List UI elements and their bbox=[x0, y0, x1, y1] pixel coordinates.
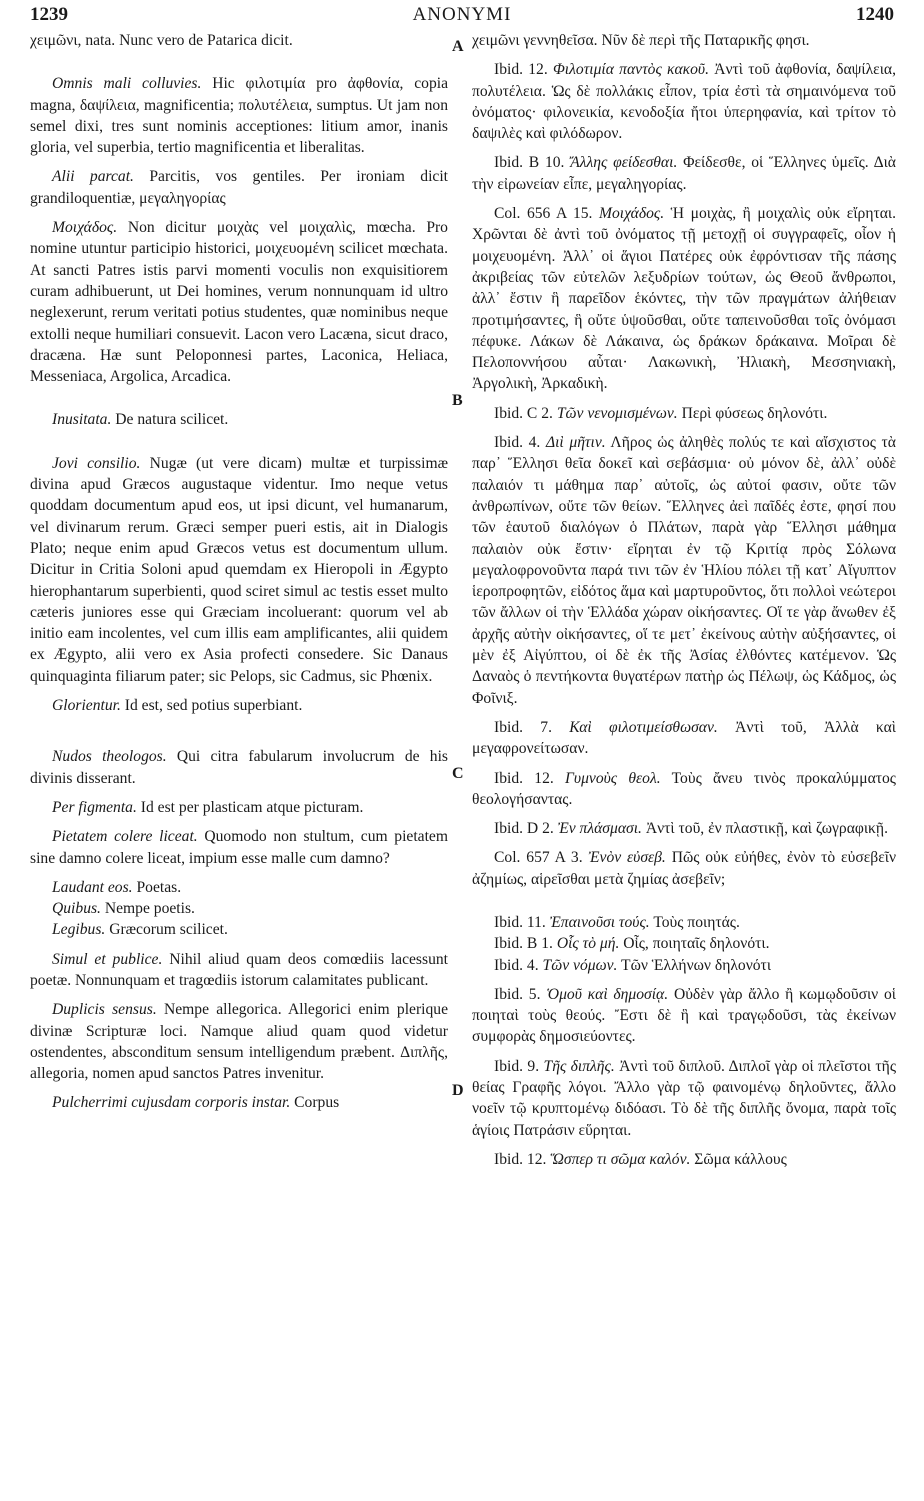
greek-note bbox=[472, 203, 896, 395]
note-text: Πῶς οὐκ εὐήθες, ἐνὸν τὸ εὐσεβεῖν ἀζημίως, αἱρεῖσθαι μετὰ ζημίας ἀσεβεῖν; bbox=[472, 849, 897, 888]
note-text: Τῶν Ἑλλήνων δηλονότι bbox=[621, 956, 772, 974]
note-text: Ἀντὶ τοῦ, Ἀλλὰ καὶ μεγαφρονείτωσαν. bbox=[472, 718, 896, 758]
margin-marker-b: B bbox=[452, 392, 463, 409]
note-lemma: Pietatem colere liceat. bbox=[52, 828, 198, 846]
note-lemma: Simul et publice. bbox=[52, 950, 163, 968]
note-lemma: Inusitata. bbox=[52, 411, 112, 429]
note-ref: Ibid. 12. bbox=[494, 769, 554, 787]
note-text: Περὶ φύσεως δηλονότι. bbox=[681, 404, 828, 422]
note-lemma: Laudant eos. bbox=[52, 878, 133, 896]
latin-note bbox=[30, 695, 448, 716]
greek-column bbox=[472, 30, 896, 1178]
page-header bbox=[30, 4, 894, 30]
note-text: Nempe poetis. bbox=[104, 900, 195, 918]
note-text: χειμῶνι, nata. Nunc vero de Patarica dicit. bbox=[30, 32, 293, 49]
latin-note bbox=[30, 453, 448, 687]
note-text: Οὐδὲν γὰρ ἄλλο ἢ κωμῳδοῦσιν οἱ ποιηταὶ τοὺς θεούς. Ἔστι δὲ ἣ καὶ τραγῳδοῦσι, τὰς ἐκείνων συμφορὰς δημοσιεύοντες. bbox=[472, 985, 896, 1046]
greek-note bbox=[472, 717, 896, 760]
note-lemma: Μοιχάδος. bbox=[599, 205, 665, 223]
greek-note bbox=[472, 30, 896, 51]
note-lemma: Διὶ μῆτιν. bbox=[545, 434, 606, 452]
note-lemma: Τῶν νενομισμένων. bbox=[556, 404, 678, 422]
note-text: De natura scilicet. bbox=[115, 411, 229, 429]
note-text: Ἀντὶ τοῦ ἀφθονία, δαψίλεια, πολυτέλεια. Ὡς δὲ πολλάκις εἶπον, τρία ἐστὶ τὰ σημαινόμενα τοῦ ὀνόματος· φιλονεικία, κενοδοξία ἤτοι ὑπερηφανία, καὶ τρίτον τὸ δαψιλὲς καὶ φιλόδωρον. bbox=[472, 61, 896, 143]
note-text: Quomodo non stultum, cum pietatem sine damno colere liceat, impium esse malle cum damno? bbox=[30, 828, 448, 867]
note-lemma: Οἷς τὸ μή. bbox=[556, 935, 620, 953]
note-ref: Ibid. 7. bbox=[494, 718, 552, 736]
note-text: Ἡ μοιχὰς, ἢ μοιχαλὶς οὐκ εἴρηται. Χρῶνται δὲ ἀντὶ τοῦ ὀνόματος τῇ μετοχῇ οἱ συγγραφεῖς, οἷον ἡ μοιχευομένη. Ἀλλ᾽ οἱ ἅγιοι Πατέρες οὐκ ἐφρόντισαν τῆς πάσης ἀκριβείας τῶν εὐτελῶν λεξυδρίων τούτων, ὡς Θεοῦ ἄνθρωποι, ἀλλ᾽ ἔστιν ἣ παρεῖδον ἑκόντες, τὴν τῶν πραγμάτων ἀλήθειαν προτιμήσαντες, ἣ οὔτε ὑψοῦσθαι, οὔτε ταπεινοῦσθαι τοῖς ὀνόμασι πέφυκε. Λάκων δὲ Λάκαινα, ὡς δράκων δράκαινα. Μοῖραι δὲ Πελοποννήσου αὗται· Λακωνικὴ, Ἠλιακὴ, Μεσσηνιακὴ, Ἀργολικὴ, Ἀρκαδικὴ. bbox=[472, 205, 897, 393]
margin-marker-c: C bbox=[452, 765, 464, 782]
note-lemma: Καὶ φιλοτιμείσθωσαν. bbox=[569, 718, 718, 736]
note-ref: Ibid. 5. bbox=[494, 985, 541, 1003]
note-lemma: Jovi consilio. bbox=[52, 454, 141, 472]
note-text: Qui citra fabularum involucrum de his divinis disserant. bbox=[30, 748, 448, 787]
note-text: Φείδεσθε, οἱ Ἕλληνες ὑμεῖς. Διὰ τὴν εἰρωνείαν εἶπε, μεγαληγορίας. bbox=[472, 154, 896, 193]
note-lemma: Nudos theologos. bbox=[52, 748, 167, 766]
left-page-number: 1239 bbox=[30, 4, 68, 25]
note-lemma: Μοιχάδος. bbox=[52, 219, 118, 237]
latin-note bbox=[30, 73, 448, 158]
greek-note bbox=[472, 152, 896, 195]
note-lemma: Omnis mali colluvies. bbox=[52, 75, 202, 93]
latin-note bbox=[30, 949, 448, 992]
greek-note bbox=[472, 1056, 896, 1141]
note-text: Ἀντὶ τοῦ, ἐν πλαστικῇ, καὶ ζωγραφικῇ. bbox=[645, 820, 888, 838]
latin-note bbox=[30, 999, 448, 1084]
note-lemma: Φιλοτιμία παντὸς κακοῦ. bbox=[552, 61, 709, 79]
latin-note bbox=[30, 826, 448, 869]
note-text: χειμῶνι γεννηθεῖσα. Νῦν δὲ περὶ τῆς Παταρικῆς φησι. bbox=[472, 32, 810, 49]
margin-marker-a: A bbox=[452, 38, 464, 55]
greek-note bbox=[472, 1149, 896, 1170]
latin-column bbox=[30, 30, 448, 1122]
latin-note bbox=[30, 797, 448, 818]
note-text: Corpus bbox=[294, 1094, 340, 1112]
note-lemma: Duplicis sensus. bbox=[52, 1001, 157, 1019]
running-title: ANONYMI bbox=[412, 4, 512, 25]
note-ref: Col. 657 A 3. bbox=[494, 849, 583, 867]
note-lemma: Ὥσπερ τι σῶμα καλόν. bbox=[550, 1150, 691, 1168]
right-page-number: 1240 bbox=[856, 4, 894, 25]
note-lemma: Ἄλλης φείδεσθαι. bbox=[570, 154, 678, 172]
greek-note bbox=[472, 955, 896, 976]
note-ref: Ibid. 4. bbox=[494, 434, 541, 452]
note-lemma: Pulcherrimi cujusdam corporis instar. bbox=[52, 1094, 291, 1112]
note-lemma: Glorientur. bbox=[52, 697, 121, 715]
latin-note bbox=[30, 919, 448, 940]
note-text: Nugæ (ut vere dicam) multæ et turpissimæ divina apud Græcos augustaque videntur. Imo neque vetus quoddam documentum apud eos, ut ipsi dicunt, vel humanarum, vel divinarum rerum. Græci semper pueri estis, ait in Dialogis Plato; neque enim apud Græcos vetus est documentum ullum. Dicitur in Critia Soloni apud quemdam ex Hieropoli in Ægypto hierophantarum superbienti, quod sciret simul ac testis esset multo cæteris juniores esse qui Græciam incoluerant: quorum vel ab initio eam incolentes, vel cum illis eam amplificantes, alii quidem ex Ægypto, alii vero ex Asia profecti consedere. Sic Danaus quinquaginta filiarum pater; sic Pelops, sic Cadmus, sic Phœnix. bbox=[30, 454, 448, 685]
note-text: Τοὺς ποιητάς. bbox=[653, 913, 740, 931]
greek-note bbox=[472, 818, 896, 839]
greek-note bbox=[472, 847, 896, 890]
note-text: Λῆρος ὡς ἀληθὲς πολύς τε καὶ αἴσχιστος τὰ παρ᾽ Ἕλλησι θεῖα δοκεῖ καὶ σεβάσμια· οὐ μόνον δὲ, ἀλλ᾽ οὐδὲ παλαιόν τι μάθημα παρ᾽ αὐτοῖς, ὡς αὐτοί φασιν, οὔτε τῶν ἀνθρωπίνων, οὔτε τῶν θείων. Ἕλληνες ἀεὶ παῖδές ἐστε, φησί που τῶν ἑαυτοῦ διαλόγων ὁ Πλάτων, παρὰ γὰρ Ἕλλησι μάθημα παλαιὸν οὐκ ἔστιν· εἴρηται ἐν τῷ Κριτίᾳ πρὸς Σόλωνα μεγαλοφρονοῦντα παρά τινι τῶν ἐν Ἡλίου πόλει τῇ κατ᾽ Αἴγυπτον ἱεροπροφητῶν, εἰδότος ἅμα καὶ μαρτυροῦντος, ὅτι πολλοὶ νεώτεροι τῶν ἄλλων οἱ τὴν Ἑλλάδα χώραν οἰκήσαντες. Οἵ τε γὰρ ἄνωθεν ἐξ ἀρχῆς αὐτὴν οἰκήσαντες, οἵ τε μετ᾽ ἐκείνους αὐτὴν αὐξήσαντες, οἱ μὲν ἐξ Αἰγύπτου, οἱ δὲ ἐκ τῆς Ἀσίας ἐλθόντες κατέμενον. Ὡς Δαναὸς ὁ πεντήκοντα θυγατέρων πατὴρ ὡς Πέλωψ, ὡς Κάδμος, ὡς Φοῖνιξ. bbox=[472, 434, 896, 707]
note-lemma: Quibus. bbox=[52, 900, 101, 918]
note-text: Græcorum scilicet. bbox=[109, 921, 228, 939]
note-text: Σῶμα κάλλους bbox=[694, 1150, 787, 1168]
note-ref: Ibid. 11. bbox=[494, 913, 546, 931]
note-lemma: Alii parcat. bbox=[52, 168, 134, 186]
note-ref: Ibid. 12. bbox=[494, 1150, 547, 1168]
note-ref: Ibid. C 2. bbox=[494, 404, 553, 422]
note-text: Nihil aliud quam deos comœdiis lacessunt poetæ. Nonnunquam et tragœdiis istorum calamitates publicant. bbox=[30, 950, 448, 989]
note-text: Non dicitur μοιχὰς vel μοιχαλὶς, mœcha. Pro nomine utuntur participio historici, μοιχευομένη scilicet mœchata. At sancti Patres istis parvi momenti voculis non exquisitiorem curam adhibuerunt, ut Dei homines, verum nonnunquam id ultro neglexerunt, rerum veritati potius studentes, quæ nominibus neque extolli neque humiliari consuevit. Lacon vero Lacæna, sicut draco, dracæna. Hæ sunt Peloponnesi partes, Laconica, Heliaca, Messeniaca, Argolica, Arcadica. bbox=[30, 219, 448, 386]
latin-note bbox=[30, 409, 448, 430]
note-text: Ἀντὶ τοῦ διπλοῦ. Διπλοῖ γὰρ οἱ πλεῖστοι τῆς θείας Γραφῆς λόγοι. Ἄλλο γὰρ τῷ φαινομένῳ δηλοῦντες, ἄλλο νοεῖν τῷ κρυπτομένῳ διδόασι. Τὸ δὲ τῆς διπλῆς ὄνομα, παρὰ τοῖς ἁγίοις Πατράσιν εὕρηται. bbox=[472, 1057, 896, 1139]
greek-note bbox=[472, 768, 896, 811]
greek-note bbox=[472, 59, 896, 144]
latin-note bbox=[30, 166, 448, 209]
note-ref: Ibid. D 2. bbox=[494, 820, 554, 838]
greek-note bbox=[472, 912, 896, 933]
latin-note bbox=[30, 217, 448, 387]
note-text: Οἷς, ποιηταῖς δηλονότι. bbox=[623, 935, 770, 953]
note-ref: Ibid. 9. bbox=[494, 1057, 540, 1075]
note-text: Id est, sed potius superbiant. bbox=[124, 697, 303, 715]
note-ref: Col. 656 A 15. bbox=[494, 205, 593, 223]
greek-note bbox=[472, 933, 896, 954]
note-lemma: Ἐπαινοῦσι τούς. bbox=[549, 913, 650, 931]
latin-note bbox=[30, 877, 448, 898]
note-ref: Ibid. B 10. bbox=[494, 154, 565, 172]
latin-note bbox=[30, 30, 448, 51]
note-text: Parcitis, vos gentiles. Per ironiam dicit grandiloquentiæ, μεγαληγορίας bbox=[30, 168, 448, 207]
note-lemma: Ἐν πλάσμασι. bbox=[557, 820, 642, 838]
greek-note bbox=[472, 984, 896, 1048]
note-lemma: Γυμνοὺς θεολ. bbox=[565, 769, 661, 787]
note-text: Id est per plasticam atque picturam. bbox=[140, 798, 364, 816]
note-text: Poetas. bbox=[136, 878, 182, 896]
note-lemma: Legibus. bbox=[52, 921, 106, 939]
note-lemma: Τῶν νόμων. bbox=[542, 956, 618, 974]
note-lemma: Ἐνὸν εὐσεβ. bbox=[588, 849, 666, 867]
latin-note bbox=[30, 1092, 448, 1113]
note-lemma: Per figmenta. bbox=[52, 798, 137, 816]
greek-note bbox=[472, 403, 896, 424]
note-lemma: Ὁμοῦ καὶ δημοσίᾳ. bbox=[546, 985, 669, 1003]
latin-note bbox=[30, 746, 448, 789]
note-text: Hic φιλοτιμία pro ἀφθονία, copia magna, δαψίλεια, magnificentia; πολυτέλεια, sumptus. Ut jam non semel dixi, tres sunt nominis acceptiones: litium amor, inanis gloria, vel superbia, tertio magnificentia et liberalitas. bbox=[30, 75, 449, 157]
note-ref: Ibid. 12. bbox=[494, 61, 548, 79]
note-ref: Ibid. B 1. bbox=[494, 935, 553, 953]
latin-note bbox=[30, 898, 448, 919]
greek-note bbox=[472, 432, 896, 709]
margin-marker-d: D bbox=[452, 1082, 464, 1099]
note-lemma: Τῆς διπλῆς. bbox=[543, 1057, 615, 1075]
note-text: Τοὺς ἄνευ τινὸς προκαλύμματος θεολογήσαντας. bbox=[472, 769, 896, 808]
note-text: Nempe allegorica. Allegorici enim plerique divinæ Scripturæ loci. Namque aliud quam quod videtur ostendentes, absconditum sensum intelligendum præbent. Διπλῆς, allegoria, nomen apud sanctos Patres invenitur. bbox=[30, 1001, 448, 1083]
note-ref: Ibid. 4. bbox=[494, 956, 539, 974]
